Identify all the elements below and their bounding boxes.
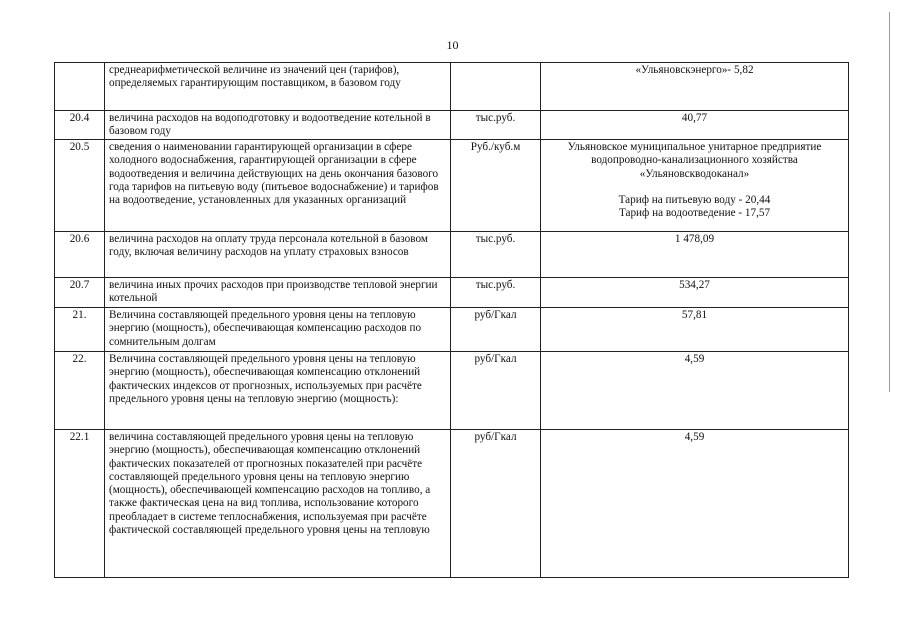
row-number: 22. <box>55 352 105 430</box>
row-description: величина расходов на водоподготовку и водоотведение котельной в базовом году <box>105 111 451 140</box>
table-row <box>55 278 849 308</box>
row-description: Величина составляющей предельного уровня цены на тепловую энергию (мощность), обеспечивающая компенсацию отклонений фактических индексов от прогнозных, используемых при расчёте предельного уровня цены на тепловую энергию (мощность): <box>105 352 451 430</box>
value-line: 40,77 <box>681 112 708 124</box>
value-line: «Ульяновскводоканал» <box>639 167 750 180</box>
row-description: сведения о наименовании гарантирующей организации в сфере холодного водоснабжения, гарантирующей организации в сфере водоотведения и величина действующих на день окончания базового года тарифов на питьевую воду (питьевое водоснабжение) и тарифов на водоотведение, установленных для указанных организаций <box>105 140 451 232</box>
row-description: среднеарифметической величине из значений цен (тарифов), определяемых гарантирующим поставщиком, в базовом году <box>105 63 451 111</box>
value-line: водопроводно-канализационного хозяйства <box>591 154 798 167</box>
value-line: 1 478,09 <box>674 233 715 245</box>
row-unit: руб/Гкал <box>451 308 541 352</box>
row-unit: тыс.руб. <box>451 111 541 140</box>
row-number: 20.6 <box>55 232 105 278</box>
table-row <box>55 111 849 140</box>
row-description: величина иных прочих расходов при производстве тепловой энергии котельной <box>105 278 451 308</box>
row-description: величина составляющей предельного уровня цены на тепловую энергию (мощность), обеспечивающая компенсацию отклонений фактических показателей от прогнозных показателей при расчёте составляющей предельного уровня цены на тепловую энергию (мощность), обеспечивающей компенсацию расходов на топливо, а также фактическая цена на вид топлива, использование которого преобладает в системе теплоснабжения, используемая при расчёте фактической составляющей предельного уровня цены на тепловую <box>105 430 451 578</box>
row-description: величина расходов на оплату труда персонала котельной в базовом году, включая величину расходов на уплату страховых взносов <box>105 232 451 278</box>
row-number <box>55 63 105 111</box>
tariff-line: Тариф на водоотведение - 17,57 <box>618 207 771 220</box>
row-number: 20.5 <box>55 140 105 232</box>
page-number: 10 <box>446 38 459 52</box>
value-line: 4,59 <box>684 431 705 443</box>
row-value <box>541 140 849 232</box>
table-row <box>55 232 849 278</box>
table-row <box>55 308 849 352</box>
table-row <box>55 63 849 111</box>
table-row <box>55 430 849 578</box>
row-number: 22.1 <box>55 430 105 578</box>
tariff-table <box>54 62 849 578</box>
row-number: 21. <box>55 308 105 352</box>
row-value <box>541 111 849 140</box>
table-row <box>55 140 849 232</box>
row-unit: руб/Гкал <box>451 352 541 430</box>
row-unit: тыс.руб. <box>451 278 541 308</box>
row-value <box>541 63 849 111</box>
scan-edge-line <box>889 12 890 392</box>
row-value <box>541 430 849 578</box>
row-description: Величина составляющей предельного уровня цены на тепловую энергию (мощность), обеспечивающая компенсацию расходов по сомнительным долгам <box>105 308 451 352</box>
row-value <box>541 232 849 278</box>
value-line: 57,81 <box>681 309 708 321</box>
row-unit: руб/Гкал <box>451 430 541 578</box>
row-value <box>541 352 849 430</box>
table-row <box>55 352 849 430</box>
value-line: Ульяновское муниципальное унитарное предприятие <box>567 141 822 153</box>
row-number: 20.4 <box>55 111 105 140</box>
row-number: 20.7 <box>55 278 105 308</box>
row-unit: Руб./куб.м <box>451 140 541 232</box>
row-unit <box>451 63 541 111</box>
row-unit: тыс.руб. <box>451 232 541 278</box>
value-line: «Ульяновскэнерго»- 5,82 <box>635 64 754 76</box>
row-value <box>541 278 849 308</box>
row-value <box>541 308 849 352</box>
value-line: 4,59 <box>684 353 705 365</box>
tariff-line: Тариф на питьевую воду - 20,44 <box>618 193 771 206</box>
value-line: 534,27 <box>679 279 710 291</box>
